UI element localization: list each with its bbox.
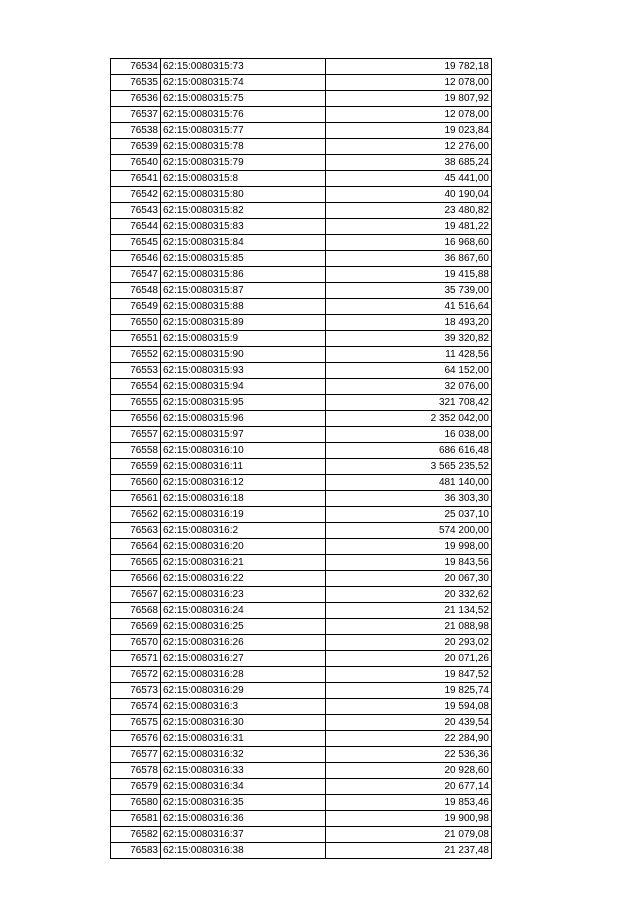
row-number-cell: 76542	[111, 187, 161, 203]
value-cell: 22 536,36	[326, 747, 492, 763]
row-number-cell: 76547	[111, 267, 161, 283]
cadastral-number-cell: 62:15:0080315:87	[161, 283, 326, 299]
value-cell: 19 825,74	[326, 683, 492, 699]
cadastral-number-cell: 62:15:0080315:95	[161, 395, 326, 411]
cadastral-number-cell: 62:15:0080315:74	[161, 75, 326, 91]
cadastral-number-cell: 62:15:0080316:30	[161, 715, 326, 731]
row-number-cell: 76552	[111, 347, 161, 363]
value-cell: 686 616,48	[326, 443, 492, 459]
cadastral-number-cell: 62:15:0080315:84	[161, 235, 326, 251]
cadastral-number-cell: 62:15:0080316:27	[161, 651, 326, 667]
table-row	[111, 651, 492, 667]
cadastral-number-cell: 62:15:0080316:26	[161, 635, 326, 651]
cadastral-number-cell: 62:15:0080316:29	[161, 683, 326, 699]
value-cell: 11 428,56	[326, 347, 492, 363]
table-body	[111, 59, 492, 859]
table-row	[111, 619, 492, 635]
table-row	[111, 203, 492, 219]
row-number-cell: 76578	[111, 763, 161, 779]
value-cell: 3 565 235,52	[326, 459, 492, 475]
value-cell: 19 807,92	[326, 91, 492, 107]
cadastral-number-cell: 62:15:0080315:77	[161, 123, 326, 139]
row-number-cell: 76563	[111, 523, 161, 539]
row-number-cell: 76565	[111, 555, 161, 571]
table-row	[111, 235, 492, 251]
value-cell: 39 320,82	[326, 331, 492, 347]
row-number-cell: 76544	[111, 219, 161, 235]
value-cell: 20 071,26	[326, 651, 492, 667]
row-number-cell: 76570	[111, 635, 161, 651]
cadastral-number-cell: 62:15:0080316:38	[161, 843, 326, 859]
cadastral-number-cell: 62:15:0080316:21	[161, 555, 326, 571]
value-cell: 21 134,52	[326, 603, 492, 619]
table-row	[111, 267, 492, 283]
value-cell: 321 708,42	[326, 395, 492, 411]
cadastral-number-cell: 62:15:0080315:88	[161, 299, 326, 315]
value-cell: 20 928,60	[326, 763, 492, 779]
row-number-cell: 76564	[111, 539, 161, 555]
table-row	[111, 155, 492, 171]
table-row	[111, 571, 492, 587]
table-row	[111, 699, 492, 715]
row-number-cell: 76579	[111, 779, 161, 795]
value-cell: 19 847,52	[326, 667, 492, 683]
table-row	[111, 507, 492, 523]
table-row	[111, 539, 492, 555]
row-number-cell: 76569	[111, 619, 161, 635]
table-row	[111, 283, 492, 299]
row-number-cell: 76545	[111, 235, 161, 251]
row-number-cell: 76538	[111, 123, 161, 139]
row-number-cell: 76568	[111, 603, 161, 619]
value-cell: 19 998,00	[326, 539, 492, 555]
cadastral-number-cell: 62:15:0080315:90	[161, 347, 326, 363]
row-number-cell: 76548	[111, 283, 161, 299]
cadastral-number-cell: 62:15:0080316:24	[161, 603, 326, 619]
table-row	[111, 251, 492, 267]
value-cell: 21 079,08	[326, 827, 492, 843]
table-row	[111, 299, 492, 315]
value-cell: 36 867,60	[326, 251, 492, 267]
cadastral-number-cell: 62:15:0080316:23	[161, 587, 326, 603]
table-row	[111, 715, 492, 731]
cadastral-number-cell: 62:15:0080315:8	[161, 171, 326, 187]
row-number-cell: 76549	[111, 299, 161, 315]
value-cell: 20 439,54	[326, 715, 492, 731]
table-row	[111, 331, 492, 347]
cadastral-number-cell: 62:15:0080316:31	[161, 731, 326, 747]
row-number-cell: 76546	[111, 251, 161, 267]
table-row	[111, 491, 492, 507]
row-number-cell: 76581	[111, 811, 161, 827]
value-cell: 23 480,82	[326, 203, 492, 219]
row-number-cell: 76554	[111, 379, 161, 395]
cadastral-number-cell: 62:15:0080315:76	[161, 107, 326, 123]
row-number-cell: 76556	[111, 411, 161, 427]
row-number-cell: 76575	[111, 715, 161, 731]
cadastral-number-cell: 62:15:0080315:85	[161, 251, 326, 267]
cadastral-number-cell: 62:15:0080316:35	[161, 795, 326, 811]
table-row	[111, 171, 492, 187]
row-number-cell: 76582	[111, 827, 161, 843]
value-cell: 19 900,98	[326, 811, 492, 827]
cadastral-number-cell: 62:15:0080316:22	[161, 571, 326, 587]
cadastral-number-cell: 62:15:0080316:12	[161, 475, 326, 491]
table-row	[111, 459, 492, 475]
cadastral-number-cell: 62:15:0080316:37	[161, 827, 326, 843]
value-cell: 19 782,18	[326, 59, 492, 75]
value-cell: 19 594,08	[326, 699, 492, 715]
row-number-cell: 76536	[111, 91, 161, 107]
cadastral-number-cell: 62:15:0080315:75	[161, 91, 326, 107]
table-row	[111, 395, 492, 411]
row-number-cell: 76562	[111, 507, 161, 523]
table-row	[111, 187, 492, 203]
table-row	[111, 379, 492, 395]
table-row	[111, 683, 492, 699]
value-cell: 45 441,00	[326, 171, 492, 187]
row-number-cell: 76567	[111, 587, 161, 603]
value-cell: 41 516,64	[326, 299, 492, 315]
row-number-cell: 76543	[111, 203, 161, 219]
cadastral-number-cell: 62:15:0080315:78	[161, 139, 326, 155]
value-cell: 19 853,46	[326, 795, 492, 811]
cadastral-number-cell: 62:15:0080316:32	[161, 747, 326, 763]
row-number-cell: 76559	[111, 459, 161, 475]
row-number-cell: 76566	[111, 571, 161, 587]
table-row	[111, 747, 492, 763]
table-row	[111, 635, 492, 651]
value-cell: 12 078,00	[326, 75, 492, 91]
value-cell: 32 076,00	[326, 379, 492, 395]
table-row	[111, 763, 492, 779]
table-row	[111, 91, 492, 107]
table-row	[111, 139, 492, 155]
row-number-cell: 76558	[111, 443, 161, 459]
value-cell: 19 843,56	[326, 555, 492, 571]
table-row	[111, 523, 492, 539]
cadastral-number-cell: 62:15:0080316:19	[161, 507, 326, 523]
row-number-cell: 76572	[111, 667, 161, 683]
cadastral-number-cell: 62:15:0080315:79	[161, 155, 326, 171]
table-row	[111, 443, 492, 459]
row-number-cell: 76577	[111, 747, 161, 763]
row-number-cell: 76573	[111, 683, 161, 699]
row-number-cell: 76540	[111, 155, 161, 171]
value-cell: 20 677,14	[326, 779, 492, 795]
row-number-cell: 76553	[111, 363, 161, 379]
cadastral-number-cell: 62:15:0080315:96	[161, 411, 326, 427]
table-row	[111, 555, 492, 571]
cadastral-number-cell: 62:15:0080315:82	[161, 203, 326, 219]
cadastral-number-cell: 62:15:0080315:97	[161, 427, 326, 443]
value-cell: 35 739,00	[326, 283, 492, 299]
value-cell: 481 140,00	[326, 475, 492, 491]
row-number-cell: 76576	[111, 731, 161, 747]
table-row	[111, 731, 492, 747]
cadastral-number-cell: 62:15:0080316:10	[161, 443, 326, 459]
row-number-cell: 76555	[111, 395, 161, 411]
cadastral-number-cell: 62:15:0080315:73	[161, 59, 326, 75]
cadastral-number-cell: 62:15:0080315:80	[161, 187, 326, 203]
cadastral-number-cell: 62:15:0080316:33	[161, 763, 326, 779]
value-cell: 19 415,88	[326, 267, 492, 283]
cadastral-number-cell: 62:15:0080316:34	[161, 779, 326, 795]
row-number-cell: 76537	[111, 107, 161, 123]
table-row	[111, 107, 492, 123]
cadastral-number-cell: 62:15:0080315:83	[161, 219, 326, 235]
table-row	[111, 59, 492, 75]
value-cell: 20 332,62	[326, 587, 492, 603]
table-row	[111, 411, 492, 427]
table-row	[111, 779, 492, 795]
table-row	[111, 427, 492, 443]
row-number-cell: 76534	[111, 59, 161, 75]
cadastral-number-cell: 62:15:0080315:94	[161, 379, 326, 395]
table-row	[111, 795, 492, 811]
cadastral-number-cell: 62:15:0080316:2	[161, 523, 326, 539]
table-row	[111, 603, 492, 619]
value-cell: 19 481,22	[326, 219, 492, 235]
value-cell: 22 284,90	[326, 731, 492, 747]
table-row	[111, 219, 492, 235]
value-cell: 40 190,04	[326, 187, 492, 203]
row-number-cell: 76551	[111, 331, 161, 347]
value-cell: 64 152,00	[326, 363, 492, 379]
cadastral-number-cell: 62:15:0080315:86	[161, 267, 326, 283]
value-cell: 16 968,60	[326, 235, 492, 251]
value-cell: 574 200,00	[326, 523, 492, 539]
value-cell: 21 088,98	[326, 619, 492, 635]
row-number-cell: 76583	[111, 843, 161, 859]
table-row	[111, 347, 492, 363]
cadastral-number-cell: 62:15:0080316:25	[161, 619, 326, 635]
cadastral-number-cell: 62:15:0080316:36	[161, 811, 326, 827]
table-row	[111, 75, 492, 91]
row-number-cell: 76541	[111, 171, 161, 187]
cadastral-number-cell: 62:15:0080316:11	[161, 459, 326, 475]
table-row	[111, 123, 492, 139]
table-row	[111, 587, 492, 603]
value-cell: 12 276,00	[326, 139, 492, 155]
value-cell: 19 023,84	[326, 123, 492, 139]
table-row	[111, 315, 492, 331]
row-number-cell: 76539	[111, 139, 161, 155]
data-table	[110, 58, 492, 859]
cadastral-number-cell: 62:15:0080316:20	[161, 539, 326, 555]
table-row	[111, 811, 492, 827]
value-cell: 16 038,00	[326, 427, 492, 443]
value-cell: 36 303,30	[326, 491, 492, 507]
cadastral-number-cell: 62:15:0080315:89	[161, 315, 326, 331]
table-row	[111, 827, 492, 843]
table-row	[111, 475, 492, 491]
row-number-cell: 76560	[111, 475, 161, 491]
row-number-cell: 76535	[111, 75, 161, 91]
cadastral-number-cell: 62:15:0080316:28	[161, 667, 326, 683]
row-number-cell: 76561	[111, 491, 161, 507]
cadastral-number-cell: 62:15:0080315:93	[161, 363, 326, 379]
value-cell: 20 067,30	[326, 571, 492, 587]
row-number-cell: 76580	[111, 795, 161, 811]
table-row	[111, 667, 492, 683]
value-cell: 12 078,00	[326, 107, 492, 123]
value-cell: 2 352 042,00	[326, 411, 492, 427]
row-number-cell: 76571	[111, 651, 161, 667]
value-cell: 21 237,48	[326, 843, 492, 859]
row-number-cell: 76557	[111, 427, 161, 443]
value-cell: 25 037,10	[326, 507, 492, 523]
value-cell: 38 685,24	[326, 155, 492, 171]
table-row	[111, 843, 492, 859]
value-cell: 18 493,20	[326, 315, 492, 331]
cadastral-number-cell: 62:15:0080316:18	[161, 491, 326, 507]
row-number-cell: 76574	[111, 699, 161, 715]
table-row	[111, 363, 492, 379]
cadastral-number-cell: 62:15:0080316:3	[161, 699, 326, 715]
cadastral-number-cell: 62:15:0080315:9	[161, 331, 326, 347]
row-number-cell: 76550	[111, 315, 161, 331]
value-cell: 20 293,02	[326, 635, 492, 651]
